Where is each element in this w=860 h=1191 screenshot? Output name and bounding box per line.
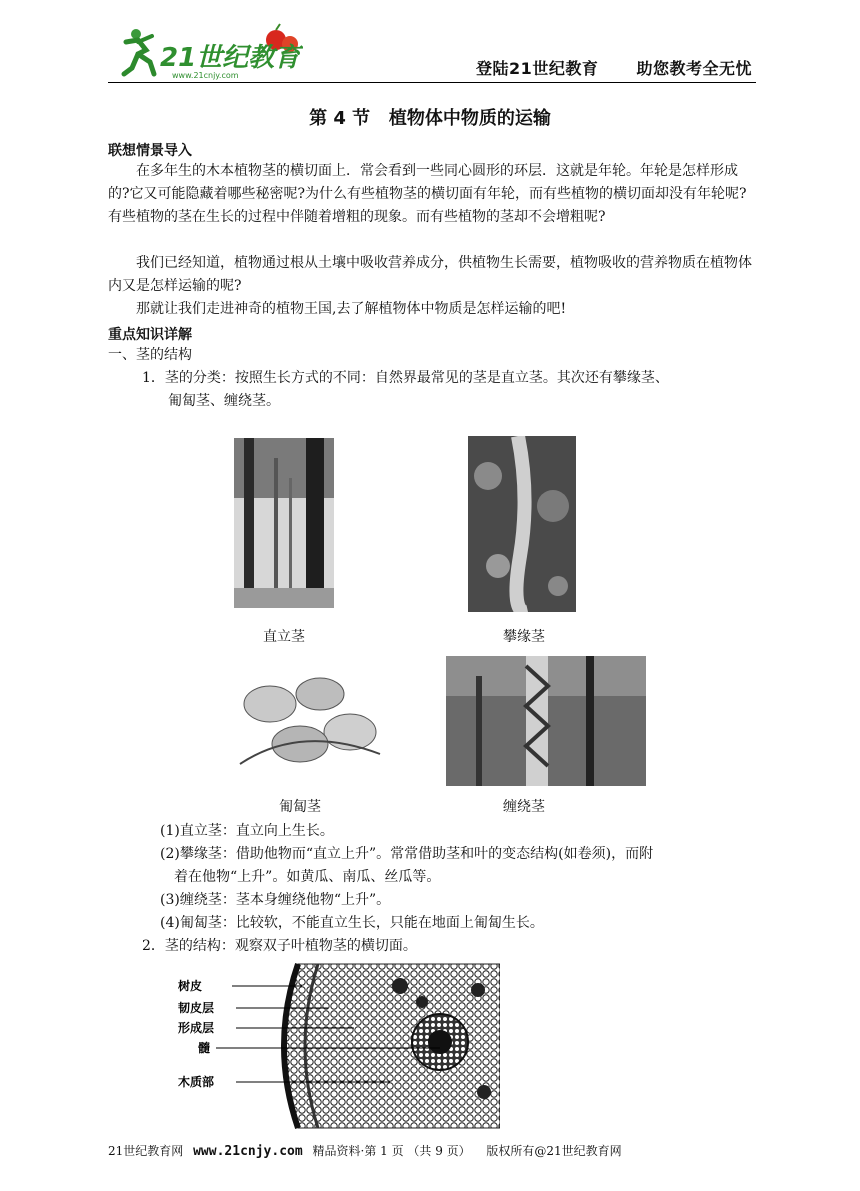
item-1-line-2: 匍匐茎、缠绕茎。 — [168, 393, 280, 409]
slogan-right: 助您教考全无忧 — [636, 59, 752, 78]
intro-paragraph-2: 我们已经知道，植物通过根从土壤中吸收营养成分，供植物生长需要，植物吸收的营养物质在植物体内又是怎样运输的呢? — [108, 255, 752, 294]
caption-creeping-stem: 匍匐茎 — [279, 799, 321, 815]
logo-graphic — [108, 22, 303, 80]
label-pith: 髓 — [198, 1041, 211, 1055]
sub-item-1: (1)直立茎：直立向上生长。 — [160, 823, 334, 839]
site-logo — [108, 22, 303, 80]
page-footer — [108, 1142, 622, 1159]
intro-paragraph-3: 那就让我们走进神奇的植物王国,去了解植物体中物质是怎样运输的吧! — [136, 301, 567, 317]
caption-twining-stem: 缠绕茎 — [503, 799, 545, 815]
section-1-title: 一、茎的结构 — [108, 347, 192, 363]
footer-site: 21世纪教育网 — [108, 1144, 184, 1158]
sub-item-2-line-1: (2)攀缘茎：借助他物而“直立上升”。常常借助茎和叶的变态结构(如卷须)，而附 — [160, 846, 654, 862]
caption-climbing-stem: 攀缘茎 — [503, 629, 545, 645]
logo-url: www.21cnjy.com — [172, 71, 239, 80]
climbing-stem-photo — [468, 436, 576, 612]
item-1-line-1: 1．茎的分类：按照生长方式的不同：自然界最常见的茎是直立茎。其次还有攀缘茎、 — [142, 370, 669, 386]
intro-paragraph-1: 在多年生的木本植物茎的横切面上．常会看到一些同心圆形的环层．这就是年轮。年轮是怎样形成的?它又可能隐藏着哪些秘密呢?为什么有些植物茎的横切面有年轮，而有些植物的横切面却没有年轮呢?有些植物的茎在生长的过程中伴随着增粗的现象。而有些植物的茎却不会增粗呢? — [108, 163, 747, 225]
slogan-left: 登陆21世纪教育 — [476, 59, 599, 78]
knowledge-heading: 重点知识详解 — [108, 327, 192, 343]
footer-page-info: 精品资料·第 1 页 （共 9 页） — [312, 1144, 471, 1158]
item-2: 2．茎的结构：观察双子叶植物茎的横切面。 — [142, 938, 417, 954]
twining-stem-photo — [446, 656, 646, 786]
sub-item-4: (4)匍匐茎：比较软，不能直立生长，只能在地面上匍匐生长。 — [160, 915, 544, 931]
intro-heading: 联想情景导入 — [108, 143, 192, 159]
caption-upright-stem: 直立茎 — [263, 629, 305, 645]
upright-stem-photo — [234, 438, 334, 608]
footer-copyright: 版权所有@21世纪教育网 — [486, 1144, 622, 1158]
sub-item-3: (3)缠绕茎：茎本身缠绕他物“上升”。 — [160, 892, 391, 908]
label-bark: 树皮 — [178, 979, 203, 993]
page-title: 第 4 节 植物体中物质的运输 — [309, 108, 551, 129]
creeping-stem-photo — [230, 654, 388, 784]
stem-cross-section-diagram — [178, 962, 500, 1130]
label-xylem: 木质部 — [178, 1075, 215, 1089]
logo-text: 21世纪教育 — [160, 43, 301, 73]
header-divider — [108, 82, 756, 83]
label-phloem: 韧皮层 — [178, 1001, 215, 1015]
sub-item-2-line-2: 着在他物“上升”。如黄瓜、南瓜、丝瓜等。 — [174, 869, 441, 885]
label-cambium: 形成层 — [178, 1021, 215, 1035]
header-slogan — [476, 56, 752, 79]
footer-url[interactable]: www.21cnjy.com — [193, 1144, 303, 1159]
